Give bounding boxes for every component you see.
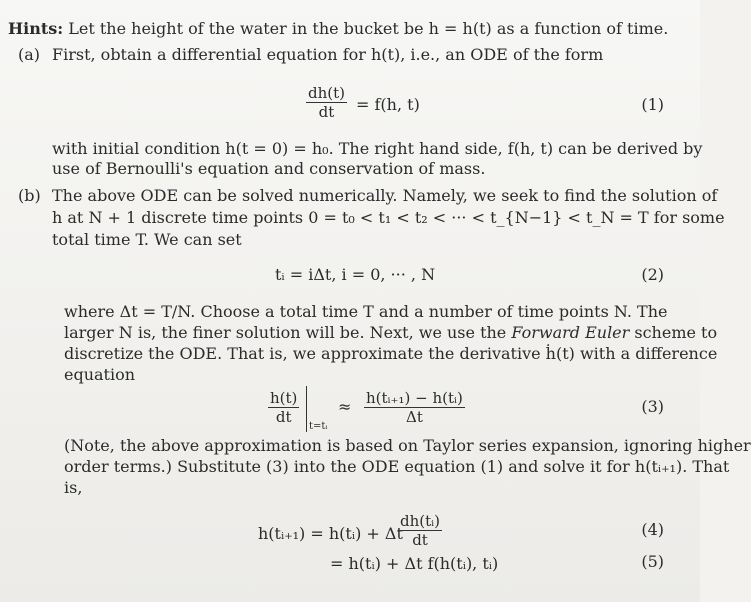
part-a-line-2: with initial condition h(t = 0) = h₀. The right hand side, f(h, t) can be derived by — [52, 139, 703, 158]
eq4-denominator: dt — [412, 531, 428, 549]
hints-line — [8, 19, 668, 39]
eq3-subscript: t=tᵢ — [309, 421, 328, 432]
line-5-start: larger N is, the finer solution will be. Next, we use the — [64, 323, 512, 342]
eq3-approx: ≈ — [338, 397, 352, 416]
part-a-line-3: use of Bernoulli's equation and conservation of mass. — [52, 159, 486, 178]
part-b-line-5 — [64, 323, 717, 343]
hints-label: Hints: — [8, 19, 64, 38]
eq1-numerator: dh(t) — [308, 84, 345, 102]
eq3-number: (3) — [641, 397, 664, 416]
hints-text: Let the height of the water in the bucket be h = h(t) as a function of time. — [68, 19, 669, 38]
part-b-line-1: The above ODE can be solved numerically. Namely, we seek to find the solution of — [52, 186, 718, 205]
eq1-fraction — [306, 84, 347, 121]
eq3-right-fraction — [364, 389, 465, 426]
part-b-line-6: discretize the ODE. That is, we approximate the derivative ḣ(t) with a difference — [64, 344, 718, 363]
eq4-numerator: dh(tᵢ) — [400, 512, 441, 530]
eq4-number: (4) — [641, 520, 664, 539]
eq2-number: (2) — [641, 265, 664, 284]
line-5-end: scheme to — [629, 323, 718, 342]
note-line-1: (Note, the above approximation is based on Taylor series expansion, ignoring higher — [64, 436, 751, 455]
part-b-label: (b) — [18, 186, 41, 205]
eq1-rhs: = f(h, t) — [356, 95, 420, 114]
eq3-left-denominator: dt — [275, 408, 292, 426]
eq3-left-fraction — [268, 389, 299, 426]
part-b-line-4: where Δt = T/N. Choose a total time T and a number of time points N. The — [64, 302, 668, 321]
eq4-lhs: h(tᵢ₊₁) = h(tᵢ) + Δt — [258, 524, 403, 543]
part-a-line-1: First, obtain a differential equation for h(t), i.e., an ODE of the form — [52, 45, 604, 64]
eq1-number: (1) — [641, 95, 664, 114]
eq5-body: = h(tᵢ) + Δt f(h(tᵢ), tᵢ) — [330, 554, 499, 573]
eq5-number: (5) — [641, 552, 664, 571]
part-a-label: (a) — [18, 45, 41, 64]
eq3-right-denominator: Δt — [405, 408, 423, 426]
eq1-denominator: dt — [318, 103, 335, 121]
part-b-line-7: equation — [64, 365, 136, 384]
eq3-right-numerator: h(tᵢ₊₁) − h(tᵢ) — [366, 389, 463, 407]
part-b-line-2: h at N + 1 discrete time points 0 = t₀ < t₁ < t₂ < ··· < t_{N−1} < t_N = T for some — [52, 208, 725, 227]
eq3-left-numerator: h(t) — [270, 389, 298, 407]
eq3-evaluation-bar — [306, 386, 307, 432]
note-line-3: is, — [64, 478, 83, 497]
eq4-fraction — [398, 512, 442, 549]
note-line-2: order terms.) Substitute (3) into the ODE equation (1) and solve it for h(tᵢ₊₁). That — [64, 457, 730, 476]
forward-euler-term: Forward Euler — [511, 323, 630, 342]
part-b-line-3: total time T. We can set — [52, 230, 242, 249]
eq2-body: tᵢ = iΔt, i = 0, ··· , N — [275, 265, 436, 284]
